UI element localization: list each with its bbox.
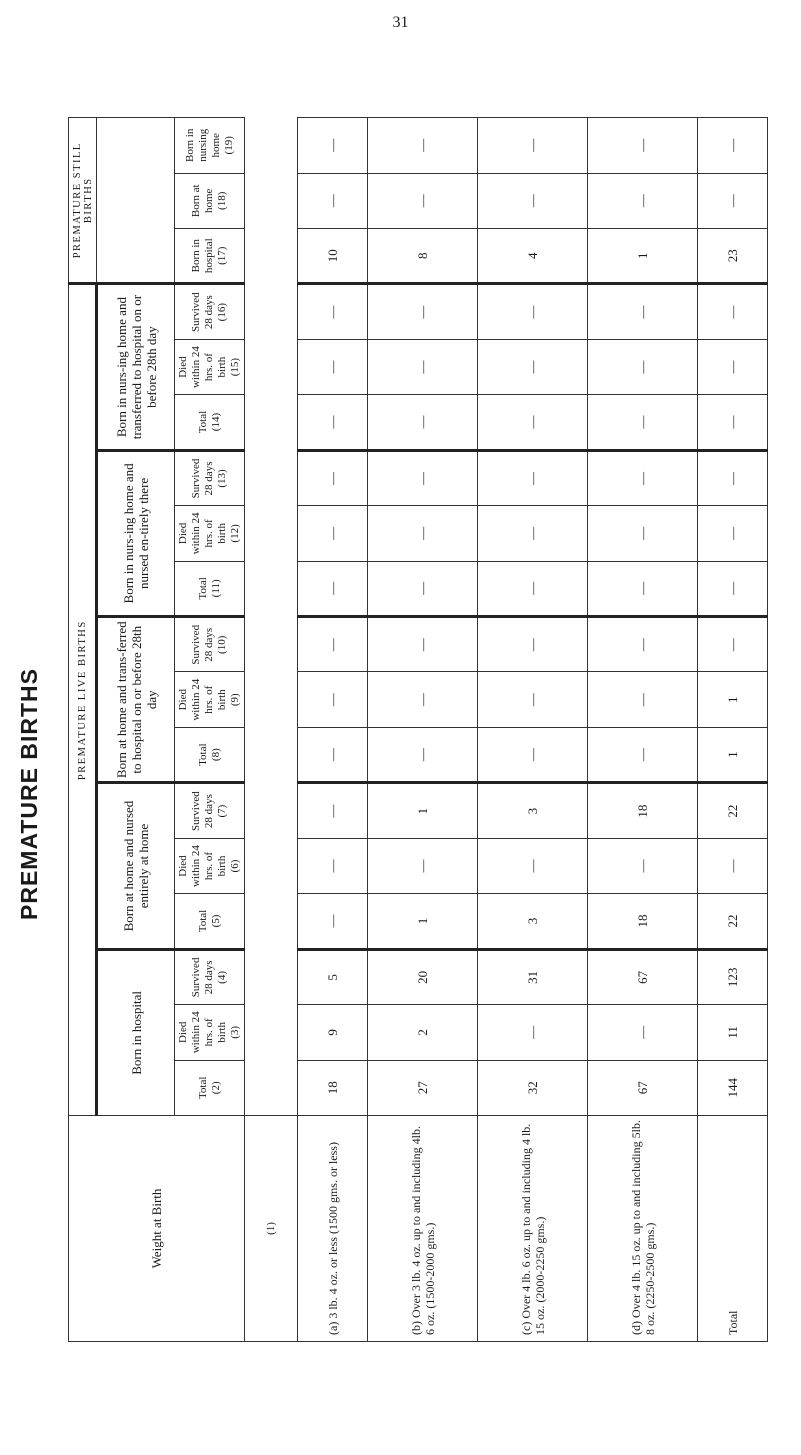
table-row bbox=[698, 118, 768, 1342]
row-label: (c) Over 4 lb. 6 oz. up to and including 4 lb. 15 oz. (2000-2250 gms.) bbox=[478, 1116, 588, 1342]
table-cell: — bbox=[478, 284, 588, 339]
col-num: (12) bbox=[229, 524, 241, 543]
table-cell: — bbox=[478, 506, 588, 561]
col-num: (15) bbox=[229, 357, 241, 377]
col-label: Survived 28 days bbox=[190, 791, 215, 831]
table-row bbox=[298, 118, 368, 1342]
weight-header-cell bbox=[69, 1116, 245, 1342]
row-label: (b) Over 3 lb. 4 oz. up to and including 4lb. 6 oz. (1500-2000 gms.) bbox=[368, 1116, 478, 1342]
table-cell: 1 bbox=[368, 783, 478, 838]
col-label: Total bbox=[196, 909, 209, 933]
table-cell: 2 bbox=[368, 1005, 478, 1060]
col-header bbox=[175, 561, 245, 616]
premature-births-table bbox=[68, 117, 768, 1342]
col-header bbox=[175, 395, 245, 450]
table-cell: — bbox=[478, 617, 588, 672]
table-cell: — bbox=[478, 561, 588, 616]
table-cell: — bbox=[298, 450, 368, 505]
col-label: Died within 24 hrs. of birth bbox=[177, 1011, 228, 1054]
table-cell: — bbox=[368, 617, 478, 672]
col-num: (11) bbox=[209, 579, 222, 598]
row-label: Total bbox=[698, 1116, 768, 1342]
table-cell: — bbox=[478, 395, 588, 450]
table-cell: — bbox=[298, 284, 368, 339]
table-cell: 3 bbox=[478, 783, 588, 838]
table-cell: — bbox=[478, 118, 588, 174]
table-cell: 67 bbox=[588, 949, 698, 1004]
subgroup-born-in-hospital: Born in hospital bbox=[97, 949, 175, 1115]
table-cell: — bbox=[588, 450, 698, 505]
table-cell: — bbox=[588, 672, 698, 727]
col-num: (7) bbox=[216, 804, 228, 818]
col-label: Died within 24 hrs. of birth bbox=[177, 346, 228, 389]
table-cell: — bbox=[698, 173, 768, 228]
col-label: Total bbox=[196, 577, 209, 600]
weight-col-num: (1) bbox=[245, 1116, 298, 1342]
table-cell: 23 bbox=[698, 229, 768, 284]
col-num: (10) bbox=[216, 635, 228, 654]
col-header bbox=[175, 727, 245, 782]
col-num: (18) bbox=[216, 191, 228, 210]
col-num: (4) bbox=[216, 971, 228, 984]
still-births-blank bbox=[97, 118, 175, 284]
table-cell: — bbox=[368, 672, 478, 727]
table-cell: — bbox=[478, 339, 588, 394]
col-header bbox=[175, 339, 245, 394]
table-cell: 1 bbox=[698, 672, 768, 727]
table-cell: — bbox=[478, 173, 588, 228]
table-cell: — bbox=[588, 395, 698, 450]
table-cell: — bbox=[588, 727, 698, 782]
header-spacer bbox=[245, 118, 298, 1116]
table-cell: 4 bbox=[478, 229, 588, 284]
table-cell: — bbox=[698, 561, 768, 616]
table-cell: — bbox=[368, 339, 478, 394]
table-cell: — bbox=[478, 450, 588, 505]
table-cell: — bbox=[368, 506, 478, 561]
subgroup-home-nursed: Born at home and nursed entirely at home bbox=[97, 783, 175, 949]
table-cell: 10 bbox=[298, 229, 368, 284]
table-cell: — bbox=[698, 450, 768, 505]
col-num: (3) bbox=[229, 1025, 241, 1039]
table-cell: — bbox=[588, 118, 698, 174]
col-header bbox=[175, 173, 245, 228]
col-label: Survived 28 days bbox=[190, 458, 215, 499]
page-number: 31 bbox=[392, 14, 409, 31]
col-header bbox=[175, 118, 245, 174]
table-row bbox=[478, 118, 588, 1342]
table-cell: — bbox=[478, 1005, 588, 1060]
table-cell: — bbox=[368, 395, 478, 450]
col-label: Survived 28 days bbox=[190, 624, 215, 665]
col-label: Total bbox=[196, 743, 209, 766]
table-row bbox=[588, 118, 698, 1342]
table-cell: 123 bbox=[698, 949, 768, 1004]
table-cell: — bbox=[298, 506, 368, 561]
row-label: (a) 3 lb. 4 oz. or less (1500 gms. or less) bbox=[298, 1116, 368, 1342]
col-num: (19) bbox=[222, 136, 235, 155]
table-cell: — bbox=[588, 838, 698, 893]
table-cell: — bbox=[298, 173, 368, 228]
table-cell: 27 bbox=[368, 1060, 478, 1115]
row-label: (d) Over 4 lb. 15 oz. up to and including 5lb. 8 oz. (2250-2500 gms.) bbox=[588, 1116, 698, 1342]
table-cell: — bbox=[478, 727, 588, 782]
col-num: (5) bbox=[209, 914, 222, 928]
table-cell: — bbox=[698, 118, 768, 174]
col-header bbox=[175, 506, 245, 561]
table-cell: 31 bbox=[478, 949, 588, 1004]
table-cell: — bbox=[698, 284, 768, 339]
table-cell: — bbox=[588, 617, 698, 672]
table-cell: — bbox=[368, 284, 478, 339]
table-cell: — bbox=[588, 561, 698, 616]
col-header bbox=[175, 284, 245, 339]
table-cell: 3 bbox=[478, 894, 588, 949]
col-num: (16) bbox=[216, 303, 228, 322]
table-cell: — bbox=[298, 783, 368, 838]
table-cell: — bbox=[298, 395, 368, 450]
table-cell: 11 bbox=[698, 1005, 768, 1060]
col-label: Born in hospital bbox=[190, 238, 215, 274]
table-cell: — bbox=[298, 672, 368, 727]
col-header bbox=[175, 1005, 245, 1060]
table-cell: — bbox=[368, 561, 478, 616]
col-label: Died within 24 hrs. of birth bbox=[177, 845, 228, 887]
col-num: (13) bbox=[216, 469, 228, 488]
table-cell: — bbox=[298, 617, 368, 672]
table-cell: — bbox=[298, 838, 368, 893]
group-live-births: PREMATURE LIVE BIRTHS bbox=[69, 284, 97, 1116]
col-label: Died within 24 hrs. of birth bbox=[177, 678, 228, 721]
group-still-births: PREMATURE STILL BIRTHS bbox=[69, 118, 97, 284]
col-label: Born at home bbox=[190, 184, 215, 218]
col-header bbox=[175, 949, 245, 1004]
table-cell: 1 bbox=[698, 727, 768, 782]
table-cell: — bbox=[368, 118, 478, 174]
col-label: Survived 28 days bbox=[190, 957, 215, 998]
col-header bbox=[175, 617, 245, 672]
table-cell: 20 bbox=[368, 949, 478, 1004]
table-cell: — bbox=[588, 339, 698, 394]
col-num: (6) bbox=[229, 859, 241, 873]
table-cell: — bbox=[298, 561, 368, 616]
table-cell: — bbox=[298, 727, 368, 782]
table-cell: — bbox=[368, 450, 478, 505]
table-cell: — bbox=[588, 1005, 698, 1060]
col-header bbox=[175, 450, 245, 505]
table-cell: 1 bbox=[368, 894, 478, 949]
table-cell: — bbox=[698, 339, 768, 394]
subgroup-nursing-home-transferred: Born in nurs-ing home and transferred to hospital on or before 28th day bbox=[97, 284, 175, 450]
table-cell: — bbox=[368, 173, 478, 228]
table-cell: — bbox=[298, 118, 368, 174]
table-cell: 5 bbox=[298, 949, 368, 1004]
col-label: Died within 24 hrs. of birth bbox=[177, 512, 228, 555]
table-cell: 144 bbox=[698, 1060, 768, 1115]
col-num: (9) bbox=[229, 693, 241, 707]
subgroup-nursing-home-nursed: Born in nurs-ing home and nursed en-tirely there bbox=[97, 450, 175, 616]
table-cell: — bbox=[698, 506, 768, 561]
col-num: (8) bbox=[209, 748, 222, 762]
col-header bbox=[175, 894, 245, 949]
table-cell: 9 bbox=[298, 1005, 368, 1060]
weight-header: Weight at Birth bbox=[148, 1188, 164, 1269]
table-cell: 1 bbox=[588, 229, 698, 284]
col-header bbox=[175, 838, 245, 893]
table-body bbox=[298, 118, 768, 1342]
table-cell: 22 bbox=[698, 894, 768, 949]
table-cell: 8 bbox=[368, 229, 478, 284]
table-cell: 32 bbox=[478, 1060, 588, 1115]
table-cell: 67 bbox=[588, 1060, 698, 1115]
col-num: (17) bbox=[216, 246, 228, 265]
col-label: Total bbox=[196, 410, 209, 434]
table-cell: 18 bbox=[298, 1060, 368, 1115]
col-header bbox=[175, 229, 245, 284]
table-cell: — bbox=[298, 339, 368, 394]
col-header bbox=[175, 672, 245, 727]
table-cell: — bbox=[698, 395, 768, 450]
table-cell: 18 bbox=[588, 783, 698, 838]
col-num: (2) bbox=[209, 1081, 222, 1095]
col-num: (14) bbox=[209, 412, 222, 432]
table-cell: 22 bbox=[698, 783, 768, 838]
table-cell: — bbox=[368, 727, 478, 782]
subgroup-home-transferred: Born at home and trans-ferred to hospital on or before 28th day bbox=[97, 617, 175, 783]
table-cell: — bbox=[588, 284, 698, 339]
table-cell: — bbox=[298, 894, 368, 949]
col-header bbox=[175, 783, 245, 838]
col-label: Survived 28 days bbox=[190, 292, 215, 333]
table-cell: — bbox=[478, 672, 588, 727]
table-row bbox=[368, 118, 478, 1342]
table-cell: — bbox=[698, 617, 768, 672]
table-cell: — bbox=[478, 838, 588, 893]
table-cell: — bbox=[588, 506, 698, 561]
col-header bbox=[175, 1060, 245, 1115]
page-title: PREMATURE BIRTHS bbox=[16, 668, 42, 920]
table-cell: — bbox=[588, 173, 698, 228]
col-label: Total bbox=[196, 1076, 209, 1100]
table-cell: 18 bbox=[588, 894, 698, 949]
col-label: Born in nursing home bbox=[183, 128, 222, 162]
table-cell: — bbox=[368, 838, 478, 893]
rotated-table-container bbox=[68, 117, 768, 1342]
table-cell: — bbox=[698, 838, 768, 893]
